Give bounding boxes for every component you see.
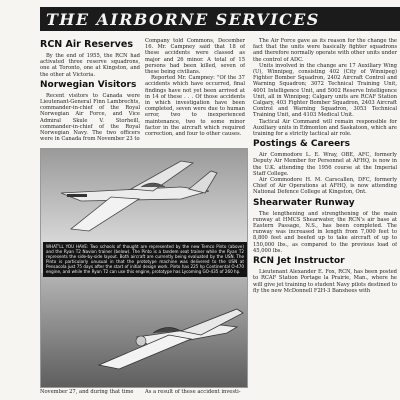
column-2 <box>145 38 245 144</box>
column-2-continued <box>145 389 245 400</box>
paragraph: Lieutenant Alexander E. Fox, RCN, has been posted to RCAF Station Portage la Prairie, Man., where he will give jet training to student Navy pilots destined to fly the new McDonnell F2H-3 Banshees with <box>253 269 397 294</box>
banner-title: THE AIRBORNE SERVICES <box>46 9 320 29</box>
heading-rcn-jet-instructor: RCN Jet Instructor <box>253 256 345 267</box>
heading-rcn-air-reserves: RCN Air Reserves <box>40 39 133 50</box>
paragraph: Air Commodore H. M. Carscallen, DFC, formerly Chief of Air Operations at AFHQ, is now attending National Defence College at Kingston, Ont. <box>253 177 397 196</box>
aircraft-photo <box>40 148 248 388</box>
heading-shearwater-runway: Shearwater Runway <box>253 197 355 208</box>
paragraph: Units involved in the change are 17 Auxiliary Wing (U), Winnipeg, consisting 402 (City of Winnipeg) Fighter Bomber Squadron, 2402 Aircraft Control and Warning Squadron; 3072 Technical Training Unit, 4001 Intelligence Unit, and 5002 Reserve Intelligence Unit, all in Winnipeg; Calgary units are RCAF Station Calgary, 403 Fighter Bomber Squadron, 2403 Aircraft Control and Warning Squadron, 3053 Technical Training Unit, and 4103 Medical Unit. <box>253 62 397 119</box>
paragraph: By the end of 1955, the RCN had activated three reserve squadrons, one at Toronto, one at Kingston, and the other at Victoria. <box>40 53 140 78</box>
heading-norwegian-visitors: Norwegian Visitors <box>40 79 137 90</box>
column-1 <box>40 38 140 144</box>
photo-caption: WHAT'LL YOU HAVE: Two schools of thought are represented by the new Temco Pinto (above) and the Ryan T2 Navion trainer (below). The Pinto is a tandem seat trainer while the Ryan T2 represents the side-by-side layout. Both aircraft are currently being evaluated by the USN. The Pinto is particularly unusual in that the prototype machine was delivered to the USN at Pensacola just 75 days after the start of initial design work. Pinto has 225 hp Continental O-470 engine, and while the Ryan T2 can use this engine, prototype has Lycoming GO-435 of 260 hp. <box>43 242 247 277</box>
paragraph: Air Commodore L. E. Wray, OBE, AFC, formerly Deputy Air Member for Personnel at AFHQ, is now in the U.K. attending the 1956 course at the Imperial Staff College. <box>253 152 397 177</box>
paragraph: As a result of these accident investi- <box>145 389 241 395</box>
paragraph: Reported Mr. Campney: "Of the 37 accidents which have occurred, final findings have not yet been arrived at in 14 of these . . . Of those accidents in which investigation have been completed, seven were due to human error, two to inexperienced maintenance, two to some minor factor in the aircraft which required correction, and four to other causes. <box>145 75 245 138</box>
column-1-continued <box>40 389 140 400</box>
paragraph: Company told Commons, December 16. Mr. Campney said that 18 of these accidents were classed as major and 26 minor. A total of 15 persons had been killed, seven of these being civilians. <box>145 38 245 76</box>
column-3 <box>253 38 397 400</box>
paragraph: November 27, and during that time <box>40 389 134 395</box>
paragraph: The lengthening and strengthening of the main runway at HMCS Shearwater, the RCN's air base at Eastern Passage, N.S., has been completed. The runway was increased in length from 7,000 feet to 8,800 feet and beefed up to take aircraft of up to 150,000 lbs., as compared to the previous load of 45,000 lbs. <box>253 210 397 254</box>
paragraph: Tactical Air Command will remain responsible for Auxiliary units in Edmonton and Saskatoon, which are training for a strictly tactical air role. <box>253 118 397 138</box>
paragraph: Recent visitors to Canada were Lieutenant-General Finn Lambrechts, commander-in-chief of the Royal Norwegian Air Force, and Vice Admiral Skule V. Storheill, commander-in-chief of the Royal Norwegian Navy. The two officers were in Canada from November 23 to <box>40 92 140 143</box>
paragraph: The Air Force gave as its reason for the change the fact that the units were basically fighter squadrons and therefore normally operate with other units under the control of ADC. <box>253 38 397 63</box>
heading-postings-careers: Postings & Careers <box>253 139 350 150</box>
section-banner <box>40 7 400 31</box>
